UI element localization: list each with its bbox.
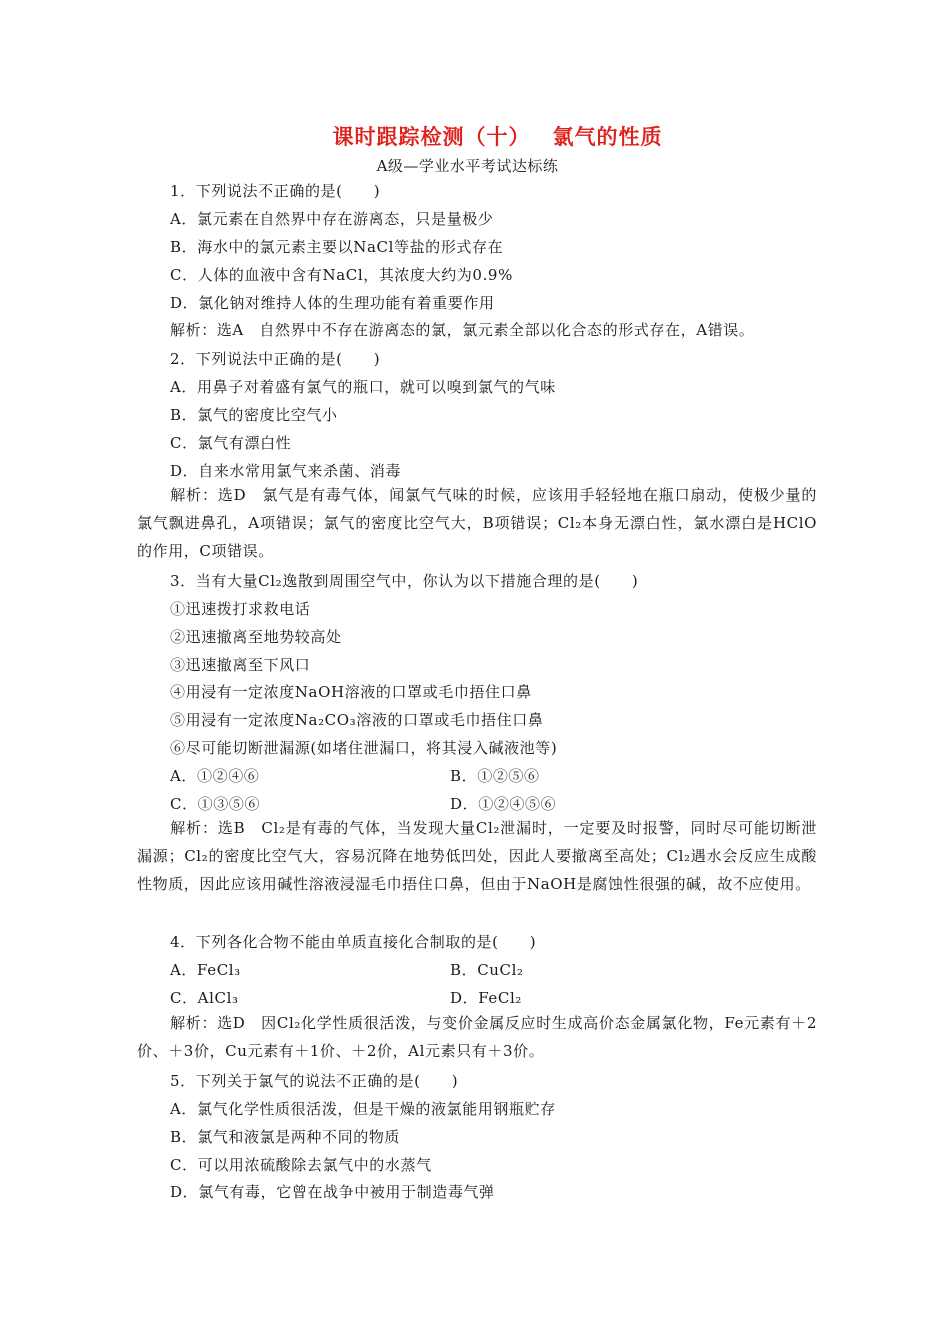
title-left: 课时跟踪检测（十）: [332, 125, 531, 149]
q1-stem: 1．下列说法不正确的是( ): [170, 182, 381, 200]
q4-option-b: B．CuCl₂: [450, 961, 524, 979]
q1-analysis: 解析：选A 自然界中不存在游离态的氯，氯元素全部以化合态的形式存在，A错误。: [170, 321, 755, 339]
q3-item-4: ④用浸有一定浓度NaOH溶液的口罩或毛巾捂住口鼻: [170, 683, 532, 701]
q3-item-6: ⑥尽可能切断泄漏源(如堵住泄漏口，将其浸入碱液池等): [170, 739, 558, 757]
q3-item-1: ①迅速拨打求救电话: [170, 600, 311, 618]
q3-option-c: C．①③⑤⑥: [170, 795, 261, 813]
q4-stem: 4．下列各化合物不能由单质直接化合制取的是( ): [170, 933, 537, 951]
page-title: [0, 121, 950, 151]
q1-option-d: D．氯化钠对维持人体的生理功能有着重要作用: [170, 294, 495, 312]
q2-stem: 2．下列说法中正确的是( ): [170, 350, 381, 368]
q5-option-b: B．氯气和液氯是两种不同的物质: [170, 1128, 401, 1146]
q2-option-c: C．氯气有漂白性: [170, 434, 292, 452]
q1-option-c: C．人体的血液中含有NaCl，其浓度大约为0.9%: [170, 266, 513, 284]
q1-option-a: A．氯元素在自然界中存在游离态，只是量极少: [170, 210, 494, 228]
q3-option-b: B．①②⑤⑥: [450, 767, 540, 785]
q4-analysis: 解析：选D 因Cl₂化学性质很活泼，与变价金属反应时生成高价态金属氯化物，Fe元素有＋2价、＋3价，Cu元素有＋1价、＋2价，Al元素只有＋3价。: [137, 1014, 817, 1060]
title-right: 氯气的性质: [552, 125, 663, 149]
q3-item-2: ②迅速撤离至地势较高处: [170, 628, 342, 646]
q5-option-a: A．氯气化学性质很活泼，但是干燥的液氯能用钢瓶贮存: [170, 1100, 556, 1118]
q5-option-c: C．可以用浓硫酸除去氯气中的水蒸气: [170, 1156, 432, 1174]
q3-item-3: ③迅速撤离至下风口: [170, 656, 311, 674]
q2-option-d: D．自来水常用氯气来杀菌、消毒: [170, 462, 402, 480]
q3-option-d: D．①②④⑤⑥: [450, 795, 557, 813]
section-subtitle: A级—学业水平考试达标练: [376, 157, 559, 175]
q3-option-a: A．①②④⑥: [170, 767, 260, 785]
q4-option-d: D．FeCl₂: [450, 989, 522, 1007]
q2-option-a: A．用鼻子对着盛有氯气的瓶口，就可以嗅到氯气的气味: [170, 378, 556, 396]
q5-option-d: D．氯气有毒，它曾在战争中被用于制造毒气弹: [170, 1183, 495, 1201]
q3-item-5: ⑤用浸有一定浓度Na₂CO₃溶液的口罩或毛巾捂住口鼻: [170, 711, 544, 729]
q3-stem: 3．当有大量Cl₂逸散到周围空气中，你认为以下措施合理的是( ): [170, 572, 639, 590]
q1-option-b: B．海水中的氯元素主要以NaCl等盐的形式存在: [170, 238, 504, 256]
q3-analysis: 解析：选B Cl₂是有毒的气体，当发现大量Cl₂泄漏时，一定要及时报警，同时尽可能切断泄漏源；Cl₂的密度比空气大，容易沉降在地势低凹处，因此人要撤离至高处；Cl₂遇水会反应生成酸性物质，因此应该用碱性溶液浸湿毛巾捂住口鼻，但由于NaOH是腐蚀性很强的碱，故不应使用。: [137, 819, 817, 893]
q4-option-c: C．AlCl₃: [170, 989, 239, 1007]
q2-analysis: 解析：选D 氯气是有毒气体，闻氯气气味的时候，应该用手轻轻地在瓶口扇动，使极少量的氯气飘进鼻孔，A项错误；氯气的密度比空气大，B项错误；Cl₂本身无漂白性，氯水漂白是HClO的作用，C项错误。: [137, 486, 817, 560]
q4-option-a: A．FeCl₃: [170, 961, 241, 979]
q2-option-b: B．氯气的密度比空气小: [170, 406, 338, 424]
q5-stem: 5．下列关于氯气的说法不正确的是( ): [170, 1072, 459, 1090]
